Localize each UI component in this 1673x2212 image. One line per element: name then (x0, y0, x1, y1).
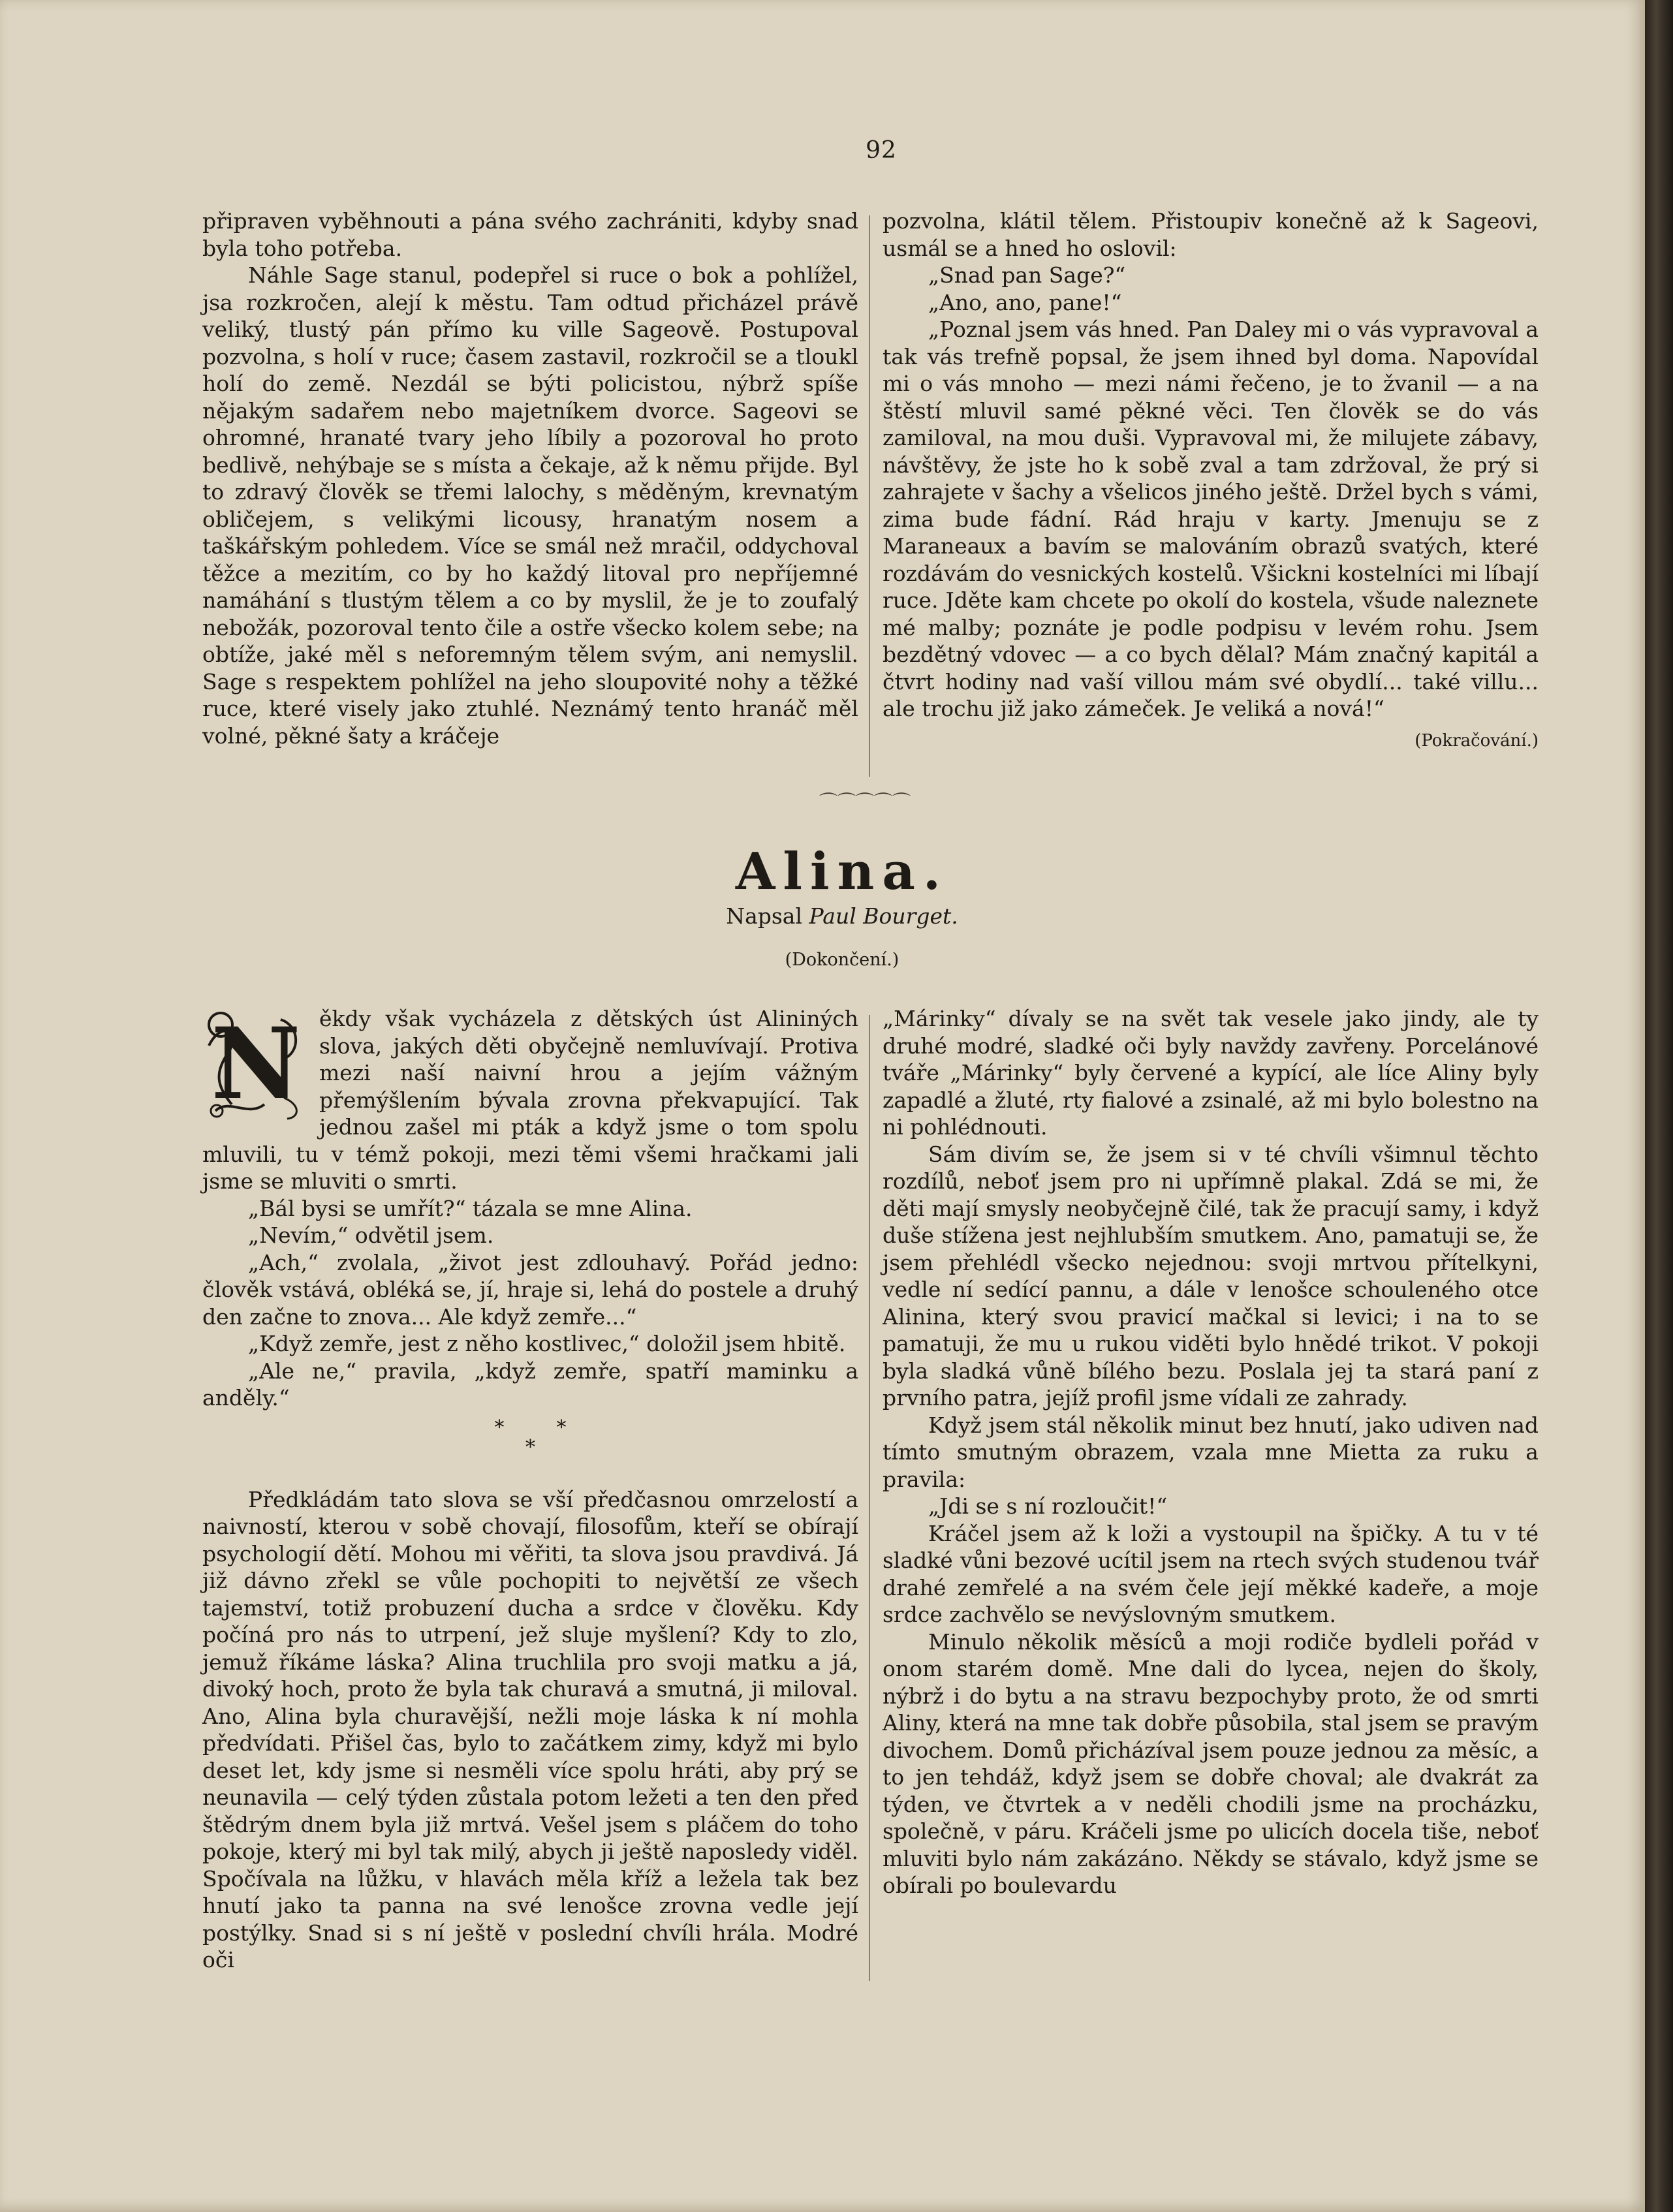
dialogue-line: „Ano, ano, pane!“ (928, 289, 1122, 315)
paragraph: Předkládám tato slova se vší předčasnou omrzelostí a naivností, kterou v sobě chovají, filosofům, kteří se obírají psychologií dětí. Mohou mi věřiti, ta slova jsou pravdivá. Já již dávno zřekl se vůle pochopiti to největší ze všech tajemství, totiž probuzení ducha a srdce v člověku. Kdy počíná pro nás to utrpení, jež sluje myšlení? Kdy to zlo, jemuž říkáme láska? Alina truchlila pro svoji matku a já, divoký hoch, proto že byla tak churavá a smutná, ji miloval. Ano, Alina byla churavější, nežli moje láska k ní mohla předvídati. Přišel čas, bylo to začátkem zimy, když mi bylo deset let, kdy jsme si nesměli více spolu hráti, aby prý se neunavila — celý týden zůstala potom ležeti a ten den před štědrým dnem byla již mrtvá. Vešel jsem s pláčem do toho pokoje, který mi byl tak milý, abych ji ještě naposledy viděl. Spočívala na lůžku, v hlavách měla kříž a ležela tak bez hnutí jako ta panna na své lenošce zrovna vedle její postýlky. Snad si s ní ještě v poslední chvíli hrála. Modré oči (202, 1486, 858, 1972)
ornamental-dropcap (202, 1006, 310, 1121)
dialogue-line: „Ale ne,“ pravila, „když zemře, spatří maminku a anděly.“ (202, 1358, 858, 1410)
top-right-column (883, 208, 1539, 755)
dropcap-ornament-icon (202, 1006, 310, 1121)
dialogue-line: „Nevím,“ odvětil jsem. (248, 1223, 494, 1248)
author-name: Paul Bourget. (809, 903, 958, 929)
paragraph: Kráčel jsem až k loži a vystoupil na špičky. A tu v té sladké vůni bezové ucítil jsem na rtech svých studenou tvář drahé zemřelé a na svém čele její měkké kadeře, a moje srdce zachvělo se nevýslovným smutkem. (883, 1520, 1539, 1627)
dialogue-line: „Když zemře, jest z něho kostlivec,“ doložil jsem hbitě. (248, 1331, 846, 1356)
paragraph: Sám divím se, že jsem si v té chvíli všimnul těchto rozdílů, neboť jsem pro ni upřímně plakal. Zdá se mi, že děti mají smysly neobyčejně čilé, tak že pracují samy, i když duše stížena jest nejhlubším smutkem. Ano, pamatuji se, že jsem přehlédl všecko nejednou: svoji mrtvou přítelkyni, vedle ní sedící pannu, a dále v lenošce schouleného otce Alinina, který svou pravicí mačkal si levici; i na to se pamatuji, že mu u rukou viděti bylo hnědé trikot. V pokoji byla sladká vůně bílého bezu. Poslala jej ta stará paní z prvního patra, jejíž profil jsme vídali ze zahrady. (883, 1141, 1539, 1410)
paragraph: Náhle Sage stanul, podepřel si ruce o bok a pohlížel, jsa rozkročen, alejí k městu. Tam odtud přicházel právě veliký, tlustý pán přímo ku ville Sageově. Postupoval pozvolna, s holí v ruce; časem zastavil, rozkročil se a tloukl holí do země. Nezdál se býti policistou, nýbrž spíše nějakým sadařem nebo majetníkem dvorce. Sageovi se ohromné, hranaté tvary jeho líbily a pozoroval ho proto bedlivě, nehýbaje se s místa a čekaje, až k němu přijde. Byl to zdravý člověk se třemi lalochy, s měděným, krevnatým obličejem, s velikými licousy, hranatým nosem a taškářským pohledem. Více se smál než mračil, oddychoval těžce a mezitím, co by ho každý litoval pro nepříjemné namáhání s tlustým tělem a co by myslil, že je to zoufalý nebožák, pozoroval tento čile a ostře všecko kolem sebe; na obtíže, jaké měl s neforemným tělem svým, ani nemyslil. Sage s respektem pohlížel na jeho sloupovité nohy a těžké ruce, které visely jako ztuhlé. Neznámý tento hranáč měl volné, pěkné šaty a kráčeje (202, 262, 858, 749)
paragraph: „Poznal jsem vás hned. Pan Daley mi o vás vypravoval a tak vás trefně popsal, že jsem ihned byl doma. Napovídal mi o vás mnoho — mezi námi řečeno, je to žvanil — a na štěstí mluvil samé pěkné věci. Ten člověk se do vás zamiloval, na mou duši. Vypravoval mi, že milujete zábavy, návštěvy, že jste ho k sobě zval a tam zdržoval, že prý si zahrajete v šachy a všelicos jiného ještě. Držel bych s vámi, zima bude fádní. Rád hraju v karty. Jmenuju se z Maraneaux a bavím se malováním obrazů svatých, které rozdávám do vesnických kostelů. Všickni kostelníci mi líbají ruce. Jděte kam chcete po okolí do kostela, všude naleznete mé malby; poznáte je podle podpisu v levém rohu. Jsem bezdětný vdovec — a co bych dělal? Mám značný kapitál a čtvrt hodiny nad vaší villou mám své obydlí... také villu... ale trochu již jako zámeček. Je veliká a nová!“ (883, 317, 1539, 721)
asterisk: * (556, 1416, 567, 1439)
column-rule (869, 1015, 870, 1981)
dropcap-letter: N (211, 1006, 301, 1121)
byline (587, 903, 1097, 929)
paragraph: pozvolna, klátil tělem. Přistoupiv konečně až k Sageovi, usmál se a hned ho oslovil: (883, 208, 1539, 261)
asterism (202, 1418, 858, 1457)
paragraph: Minulo několik měsíců a moji rodiče bydleli pořád v onom starém domě. Mne dali do lycea, nejen do školy, nýbrž i do bytu a na stravu bezpochyby proto, že od smrti Aliny, která na mne tak dobře působila, stal jsem se pravým divochem. Domů přicházíval jsem pouze jednou za měsíc, a to jen tehdáž, když jsem se dobře choval; ale dvakrát za týden, ve čtvrtek a v neděli chodili jsme na procházku, společně, v páru. Kráčeli jsme po ulicích docela tiše, neboť mluviti bylo nám zakázáno. Někdy se stávalo, když jsme se obírali po boulevardu (883, 1628, 1539, 1898)
bottom-right-column (883, 1005, 1539, 1899)
top-left-column (202, 208, 858, 749)
opening-paragraph (202, 1005, 858, 1195)
paragraph: připraven vyběhnouti a pána svého zachrániti, kdyby snad byla toho potřeba. (202, 208, 858, 261)
column-rule (869, 215, 870, 777)
paragraph: „Márinky“ dívaly se na svět tak vesele jako jindy, ale ty druhé modré, sladké oči byly navždy zavřeny. Porcelánové tváře „Márinky“ byly červené a kypící, ale líce Aliny byly zapadlé a žluté, rty fialové a zsinalé, až mi bylo bolestno na ni pohlédnouti. (883, 1006, 1539, 1140)
bottom-left-column (202, 1005, 858, 1974)
dialogue-line: „Jdi se s ní rozloučit!“ (928, 1493, 1168, 1519)
page-number: 92 (866, 137, 897, 164)
section-divider: ⌒⌒⌒⌒⌒ (819, 791, 911, 813)
dialogue-line: „Bál bysi se umřít?“ tázala se mne Alina. (248, 1195, 693, 1221)
asterisk: * (494, 1416, 505, 1439)
byline-prefix: Napsal (726, 903, 803, 929)
book-edge (1645, 0, 1673, 2212)
paragraph: Když jsem stál několik minut bez hnutí, jako udiven nad tímto smutným obrazem, vzala mne Mietta za ruku a pravila: (883, 1412, 1539, 1492)
dialogue-line: „Snad pan Sage?“ (928, 262, 1126, 288)
conclusion-note: (Dokončení.) (785, 950, 899, 970)
continuation-note: (Pokračování.) (1415, 730, 1539, 751)
story-title: Alina. (735, 842, 949, 901)
paragraph-text: ěkdy však vycházela z dětských úst Alininých slova, jakých děti obyčejně nemluvívají. Protiva mezi naší naivní hrou a jejím vážným přemýšlením bývala zrovna překvapující. Tak jednou zašel mi pták a když jsme o tom spolu mluvili, tu v témž pokoji, mezi těmi všemi hračkami jali jsme se mluviti o smrti. (202, 1006, 858, 1194)
dialogue-line: „Ach,“ zvolala, „život jest zdlouhavý. Pořád jedno: člověk vstává, obléká se, jí, hraje si, lehá do postele a druhý den začne to znova... Ale když zemře...“ (202, 1249, 858, 1330)
asterisk: * (525, 1435, 535, 1459)
